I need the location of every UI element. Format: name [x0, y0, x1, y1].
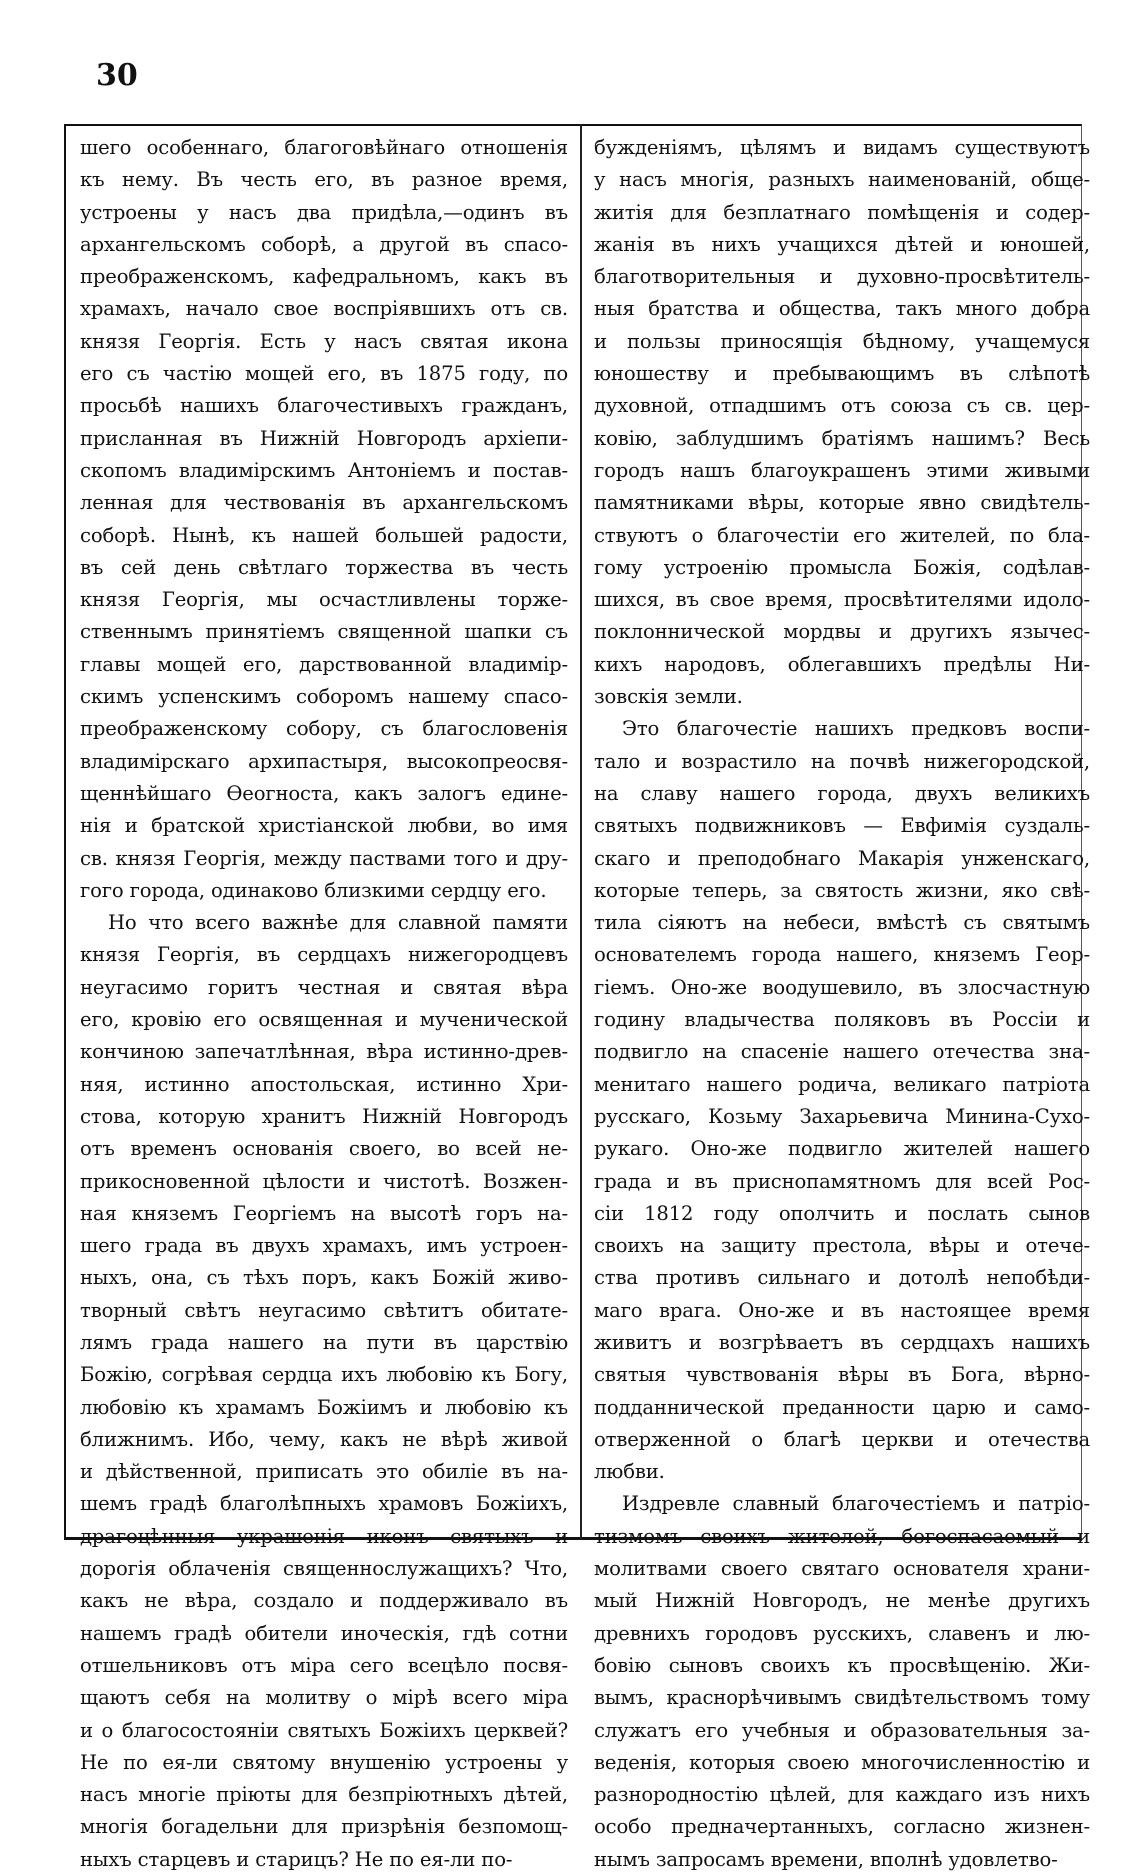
text-line: служатъ его учебныя и образовательныя за- — [594, 1718, 1090, 1742]
text-line: особо предначертанныхъ, согласно жизнен- — [594, 1815, 1090, 1839]
text-line: неугасимо горитъ честная и святая вѣра — [80, 975, 568, 999]
text-line: маго врага. Оно-же и въ настоящее время — [594, 1298, 1090, 1322]
text-line: творный свѣтъ неугасимо свѣтитъ обитате- — [80, 1298, 568, 1322]
text-line: ковію, заблудшимъ братіямъ нашимъ? Весь — [594, 426, 1090, 450]
text-line: Не по ея-ли святому внушенію устроены у — [80, 1750, 568, 1774]
text-line: отшельниковъ отъ міра сего всецѣло посвя- — [80, 1653, 568, 1677]
text-line: тила сіяютъ на небеси, вмѣстѣ съ святымъ — [594, 911, 1090, 935]
text-line: святыя чувствованія вѣры въ Бога, вѣрно- — [594, 1363, 1090, 1387]
text-line: поклоннической мордвы и другихъ язычес- — [594, 620, 1090, 644]
text-line: ныхъ старцевъ и старицъ? Не по ея-ли по- — [80, 1847, 513, 1871]
text-line: какъ не вѣра, создало и поддерживало въ — [80, 1589, 568, 1613]
text-line: гому устроенію промысла Божія, содѣлав- — [594, 555, 1090, 579]
text-line: скопомъ владимірскимъ Антоніемъ и постав- — [80, 458, 568, 482]
text-line: веденія, которыя своею многочисленностію и — [594, 1750, 1090, 1774]
text-line: ственнымъ принятіемъ священной шапки съ — [80, 620, 568, 644]
text-line: просьбѣ нашихъ благочестивыхъ гражданъ, — [80, 394, 568, 418]
text-line: памятниками вѣры, которые явно свидѣтель- — [594, 491, 1090, 515]
text-line: ближнимъ. Ибо, чему, какъ не вѣрѣ живой — [80, 1427, 568, 1451]
text-line: Но что всего важнѣе для славной памяти — [108, 911, 568, 935]
text-line: ленная для чествованія въ архангельскомъ — [80, 491, 568, 515]
text-line: русскаго, Козьму Захарьевича Минина-Сухо- — [594, 1104, 1090, 1128]
text-line: ства противъ сильнаго и дотолѣ непобѣди- — [594, 1266, 1090, 1290]
text-line: владимірскаго архипастыря, высокопреосвя- — [80, 749, 568, 773]
text-line: житія для безплатнаго помѣщенія и содер- — [594, 200, 1090, 224]
text-line: нашемъ градѣ обители иноческія, гдѣ сотни — [80, 1621, 568, 1645]
text-line: гого города, одинаково близкими сердцу его. — [80, 878, 547, 902]
text-line: бужденіямъ, цѣлямъ и видамъ существуютъ — [594, 136, 1090, 159]
text-line: Это благочестіе нашихъ предковъ воспи- — [622, 717, 1090, 741]
text-line: скимъ успенскимъ соборомъ нашему спасо- — [80, 685, 568, 709]
text-line: вымъ, краснорѣчивымъ свидѣтельствомъ тому — [594, 1686, 1090, 1710]
text-line: годину владычества поляковъ въ Россіи и — [594, 1008, 1090, 1032]
text-line: благотворительныя и духовно-просвѣтитель- — [594, 265, 1090, 289]
page-number: 30 — [96, 58, 138, 93]
text-line: соборѣ. Нынѣ, къ нашей большей радости, — [80, 523, 568, 547]
column-divider — [580, 124, 582, 1540]
text-line: его, кровію его освященная и мученической — [80, 1008, 568, 1032]
text-line: нія и братской христіанской любви, во имя — [80, 814, 568, 838]
text-line: кончиною запечатлѣнная, вѣра истинно-древ- — [80, 1040, 568, 1064]
text-line: драгоцѣнныя украшенія иконъ святыхъ и — [80, 1524, 568, 1548]
right-column — [594, 132, 1090, 1871]
text-line: присланная въ Нижній Новгородъ архіепи- — [80, 426, 568, 450]
text-line: тизмомъ своихъ жителей, богоспасаемый и — [594, 1524, 1090, 1548]
text-line: щеннѣйшаго Ѳеогноста, какъ залогъ едине- — [80, 781, 568, 805]
text-line: разнородностію цѣлей, для каждаго изъ нихъ — [594, 1783, 1090, 1807]
text-line: св. князя Георгія, между паствами того и дру- — [80, 846, 568, 870]
text-line: стова, которую хранитъ Нижній Новгородъ — [80, 1104, 568, 1128]
text-line: Божію, согрѣвая сердца ихъ любовію къ Богу, — [80, 1363, 568, 1387]
text-line: на славу нашего города, двухъ великихъ — [594, 781, 1090, 805]
text-line: насъ многіе пріюты для безпріютныхъ дѣтей, — [80, 1783, 568, 1807]
text-line: преображенскому собору, съ благословенія — [80, 717, 568, 741]
text-line: Издревле славный благочестіемъ и патріо- — [622, 1492, 1090, 1516]
text-line: жанія въ нихъ учащихся дѣтей и юношей, — [594, 232, 1090, 256]
text-line: града и въ приснопамятномъ для всей Рос- — [594, 1169, 1090, 1193]
text-line: любовію къ храмамъ Божіимъ и любовію къ — [80, 1395, 568, 1419]
text-line: мый Нижній Новгородъ, не менѣе другихъ — [594, 1589, 1090, 1613]
text-line: отверженной о благѣ церкви и отечества — [594, 1427, 1090, 1451]
text-line: архангельскомъ соборѣ, а другой въ спасо- — [80, 232, 568, 256]
text-line: и о благосостояніи святыхъ Божіихъ церквей? — [80, 1718, 568, 1742]
text-line: менитаго нашего родича, великаго патріота — [594, 1072, 1090, 1096]
text-line: своихъ на защиту престола, вѣры и отече- — [594, 1234, 1090, 1258]
text-line: дорогія облаченія священнослужащихъ? Что, — [80, 1557, 568, 1581]
text-line: молитвами своего святаго основателя хрaни- — [594, 1557, 1090, 1581]
text-line: въ сей день свѣтлаго торжества въ честь — [80, 555, 568, 579]
text-line: которые теперь, за святость жизни, яко свѣ- — [594, 878, 1090, 902]
text-line: подвигло на спасеніе нашего отечества зна- — [594, 1040, 1090, 1064]
left-column — [80, 132, 568, 1871]
text-line: князя Георгія, мы осчастливлены торже- — [80, 588, 568, 612]
text-line: устроены у насъ два придѣла,—одинъ въ — [80, 200, 568, 224]
text-line: шемъ градѣ благолѣпныхъ храмовъ Божіихъ, — [80, 1492, 568, 1516]
text-line: няя, истинно апостольская, истинно Хри- — [80, 1072, 568, 1096]
text-line: князя Георгія. Есть у насъ святая икона — [80, 329, 568, 353]
text-line: основателемъ города нашего, княземъ Геор- — [594, 943, 1090, 967]
text-line: кихъ народовъ, облегавшихъ предѣлы Ни- — [594, 652, 1090, 676]
text-line: скаго и преподобнаго Макарія унженскаго, — [594, 846, 1090, 870]
text-line: многія богадельни для призрѣнія безпомощ- — [80, 1815, 568, 1839]
text-line: къ нему. Въ честь его, въ разное время, — [80, 168, 568, 192]
text-line: прикосновенной цѣлости и чистотѣ. Возжен- — [80, 1169, 568, 1193]
text-line: городъ нашъ благоукрашенъ этими живыми — [594, 458, 1090, 482]
text-line: сіи 1812 году ополчить и послать сынов — [594, 1201, 1090, 1225]
text-line: храмахъ, начало свое воспріявшихъ отъ св. — [80, 297, 568, 321]
text-line: князя Георгія, въ сердцахъ нижегородцевъ — [80, 943, 568, 967]
text-line: отъ временъ основанія своего, во всей не- — [80, 1137, 568, 1161]
text-line: нымъ запросамъ времени, вполнѣ удовлетво- — [594, 1847, 1058, 1871]
text-line: щаютъ себя на молитву о мірѣ всего міра — [80, 1686, 568, 1710]
text-line: и пользы приносящія бѣдному, учащемуся — [594, 329, 1090, 353]
text-line: преображенскомъ, кафедральномъ, какъ въ — [80, 265, 568, 289]
text-line: гіемъ. Оно-же воодушевило, въ злосчастную — [594, 975, 1090, 999]
text-line: подданнической преданности царю и само- — [594, 1395, 1090, 1419]
text-line: ныя братства и общества, такъ много добра — [594, 297, 1090, 321]
text-line: ная княземъ Георгіемъ на высотѣ горъ на- — [80, 1201, 568, 1225]
text-line: бовію сыновъ своихъ къ просвѣщенію. Жи- — [594, 1653, 1090, 1677]
text-line: у насъ многія, разныхъ наименованій, обще- — [594, 168, 1090, 192]
text-line: его съ частію мощей его, въ 1875 году, по — [80, 362, 568, 386]
text-line: главы мощей его, дарствованной владимір- — [80, 652, 568, 676]
text-line: шего града въ двухъ храмахъ, имъ устроен- — [80, 1234, 568, 1258]
text-line: рукаго. Оно-же подвигло жителей нашего — [594, 1137, 1090, 1161]
text-line: юношеству и пребывающимъ въ слѣпотѣ — [594, 362, 1090, 386]
text-line: и дѣйственной, приписать это обиліе въ на- — [80, 1460, 568, 1484]
text-line: шего особеннаго, благоговѣйнаго отношенія — [80, 136, 568, 159]
text-line: любви. — [594, 1460, 665, 1484]
text-line: духовной, отпадшимъ отъ союза съ св. цер- — [594, 394, 1090, 418]
text-line: шихся, въ свое время, просвѣтителями идоло- — [594, 588, 1090, 612]
text-line: древнихъ городовъ русскихъ, славенъ и лю- — [594, 1621, 1090, 1645]
text-line: живитъ и возгрѣваетъ въ сердцахъ нашихъ — [594, 1330, 1090, 1354]
text-line: зовскія земли. — [594, 685, 743, 709]
text-line: тало и возрастило на почвѣ нижегородской, — [594, 749, 1090, 773]
text-line: лямъ града нашего на пути въ царствію — [80, 1330, 568, 1354]
text-line: святыхъ подвижниковъ — Евфимія суздаль- — [594, 814, 1090, 838]
text-line: ныхъ, она, съ тѣхъ поръ, какъ Божій живо- — [80, 1266, 568, 1290]
text-line: ствуютъ о благочестіи его жителей, по бла- — [594, 523, 1090, 547]
